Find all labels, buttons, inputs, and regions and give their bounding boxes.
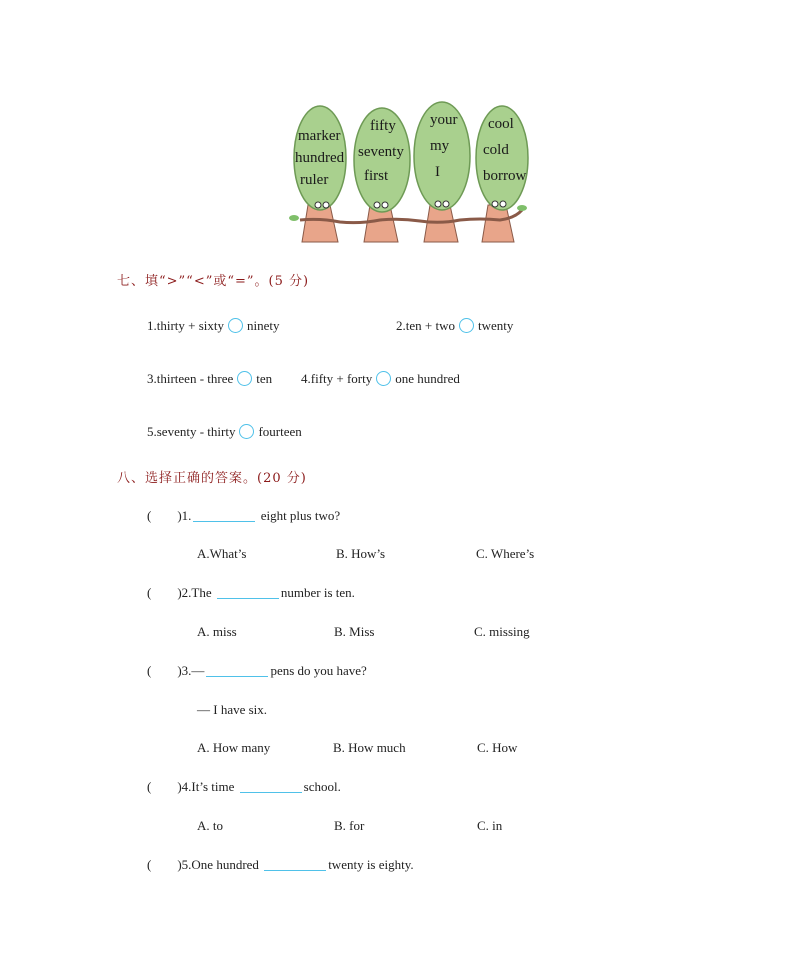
question-2-stem: )2.The bbox=[177, 585, 215, 600]
compare-item-1-left: 1.thirty + sixty bbox=[147, 318, 225, 333]
answer-circle-3[interactable] bbox=[237, 371, 252, 386]
question-1-option-a[interactable]: A.What’s bbox=[197, 546, 247, 561]
compare-item-4-left: 4.fifty + forty bbox=[301, 371, 373, 386]
compare-item-2-left: 2.ten + two bbox=[396, 318, 455, 333]
question-1-stem: )1. bbox=[177, 508, 192, 523]
tree3-word-2: my bbox=[430, 138, 450, 154]
tree1-word-1: marker bbox=[298, 128, 341, 144]
question-5-blank[interactable] bbox=[264, 858, 326, 871]
compare-item-1 bbox=[147, 318, 280, 334]
compare-item-3 bbox=[147, 371, 272, 387]
compare-item-2 bbox=[396, 318, 513, 334]
tree3-word-1: your bbox=[430, 112, 458, 128]
question-1-option-b[interactable]: B. How’s bbox=[336, 546, 386, 561]
tree1-word-3: ruler bbox=[300, 172, 329, 188]
question-2-option-b[interactable]: B. Miss bbox=[334, 624, 375, 639]
compare-item-5 bbox=[147, 424, 302, 440]
question-4-rest: school. bbox=[303, 779, 341, 794]
question-3-blank[interactable] bbox=[206, 664, 268, 677]
section7-title: 七、填“>”“<”或“=”。(5 分) bbox=[117, 274, 310, 289]
section8-title: 八、选择正确的答案。(20 分) bbox=[117, 471, 307, 486]
tree4-word-3: borrow bbox=[483, 168, 527, 184]
answer-circle-5[interactable] bbox=[239, 424, 254, 439]
compare-item-3-left: 3.thirteen - three bbox=[147, 371, 234, 386]
question-1 bbox=[147, 508, 340, 524]
question-3-rest: pens do you have? bbox=[270, 663, 367, 678]
compare-item-4-right: one hundred bbox=[395, 371, 460, 386]
compare-item-3-right: ten bbox=[256, 371, 273, 386]
question-1-open-paren: ( bbox=[147, 508, 152, 523]
tree1-word-2: hundred bbox=[295, 150, 345, 166]
question-4-blank[interactable] bbox=[240, 780, 302, 793]
question-5 bbox=[147, 857, 414, 873]
compare-item-5-left: 5.seventy - thirty bbox=[147, 424, 236, 439]
question-4-option-c[interactable]: C. in bbox=[477, 818, 503, 833]
question-2-blank[interactable] bbox=[217, 586, 279, 599]
question-5-open-paren: ( bbox=[147, 857, 152, 872]
question-1-rest: eight plus two? bbox=[257, 508, 341, 523]
question-2-option-a[interactable]: A. miss bbox=[197, 624, 237, 639]
question-3-option-a[interactable]: A. How many bbox=[197, 740, 271, 755]
question-3-answer-line: — I have six. bbox=[197, 702, 268, 717]
question-3 bbox=[147, 663, 367, 679]
question-1-blank[interactable] bbox=[193, 509, 255, 522]
tree4-word-1: cool bbox=[488, 116, 514, 132]
question-3-open-paren: ( bbox=[147, 663, 152, 678]
question-2-option-c[interactable]: C. missing bbox=[474, 624, 530, 639]
question-4-option-b[interactable]: B. for bbox=[334, 818, 365, 833]
question-1-option-c[interactable]: C. Where’s bbox=[476, 546, 535, 561]
trees-illustration bbox=[280, 100, 530, 245]
tree2-word-2: seventy bbox=[358, 144, 404, 160]
tree2-word-1: fifty bbox=[370, 118, 396, 134]
compare-item-2-right: twenty bbox=[477, 318, 514, 333]
question-5-stem: )5.One hundred bbox=[177, 857, 263, 872]
compare-item-4 bbox=[301, 371, 460, 387]
question-4-stem: )4.It’s time bbox=[177, 779, 238, 794]
answer-circle-4[interactable] bbox=[376, 371, 391, 386]
compare-item-1-right: ninety bbox=[247, 318, 280, 333]
compare-item-5-right: fourteen bbox=[258, 424, 302, 439]
tree4-word-2: cold bbox=[483, 142, 509, 158]
question-4 bbox=[147, 779, 341, 795]
answer-circle-2[interactable] bbox=[459, 318, 474, 333]
answer-circle-1[interactable] bbox=[228, 318, 243, 333]
question-2 bbox=[147, 585, 355, 601]
question-2-open-paren: ( bbox=[147, 585, 152, 600]
tree3-word-3: I bbox=[435, 164, 440, 180]
tree2-word-3: first bbox=[364, 168, 389, 184]
question-4-open-paren: ( bbox=[147, 779, 152, 794]
question-2-rest: number is ten. bbox=[280, 585, 355, 600]
question-3-stem: )3.— bbox=[177, 663, 205, 678]
question-3-option-b[interactable]: B. How much bbox=[333, 740, 406, 755]
question-4-option-a[interactable]: A. to bbox=[197, 818, 223, 833]
question-5-rest: twenty is eighty. bbox=[328, 857, 414, 872]
question-3-option-c[interactable]: C. How bbox=[477, 740, 518, 755]
